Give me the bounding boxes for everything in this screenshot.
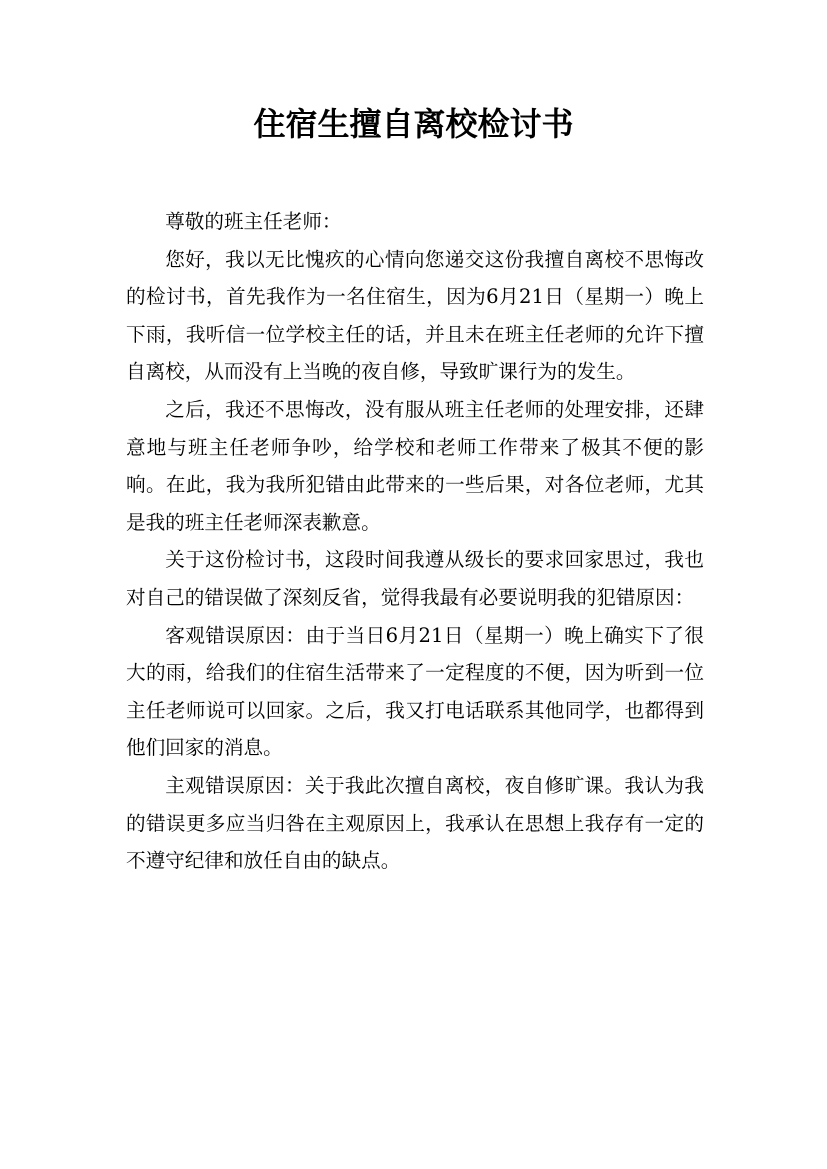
document-title: 住宿生擅自离校检讨书 <box>253 105 574 143</box>
body-paragraph: 之后，我还不思悔改，没有服从班主任老师的处理安排，还肆意地与班主任老师争吵，给学校和老师工作带来了极其不便的影响。在此，我为我所犯错由此带来的一些后果，对各位老师，尤其是我的班主任老师深表歉意。 <box>126 397 704 534</box>
body-paragraph: 关于这份检讨书，这段时间我遵从级长的要求回家思过，我也对自己的错误做了深刻反省，觉得我最有必要说明我的犯错原因： <box>126 548 704 609</box>
salutation-paragraph: 尊敬的班主任老师： <box>165 210 342 233</box>
body-paragraph: 客观错误原因：由于当日6月21日（星期一）晚上确实下了很大的雨，给我们的住宿生活带来了一定程度的不便，因为听到一位主任老师说可以回家。之后，我又打电话联系其他同学，也都得到他们回家的消息。 <box>126 623 704 760</box>
body-paragraph: 主观错误原因：关于我此次擅自离校，夜自修旷课。我认为我的错误更多应当归咎在主观原因上，我承认在思想上我存有一定的不遵守纪律和放任自由的缺点。 <box>126 773 704 873</box>
document-body <box>126 203 704 880</box>
body-paragraph: 您好，我以无比愧疚的心情向您递交这份我擅自离校不思悔改的检讨书，首先我作为一名住宿生，因为6月21日（星期一）晚上下雨，我听信一位学校主任的话，并且未在班主任老师的允许下擅自离校，从而没有上当晚的夜自修，导致旷课行为的发生。 <box>126 247 704 384</box>
